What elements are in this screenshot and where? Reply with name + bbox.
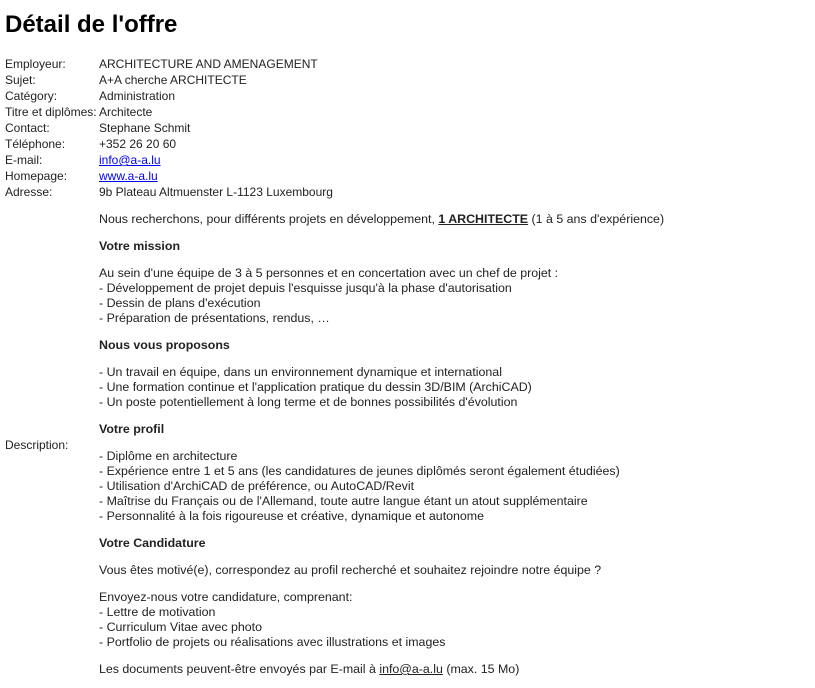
mission-heading: Votre mission	[99, 239, 181, 253]
email-row	[5, 152, 333, 168]
offer-line: - Une formation continue et l'application pratique du dessin 3D/BIM (ArchiCAD)	[99, 380, 532, 394]
application-question: Vous êtes motivé(e), correspondez au profil recherché et souhaitez rejoindre notre équipe ?	[99, 563, 602, 577]
profile-line: - Utilisation d'ArchiCAD de préférence, ou AutoCAD/Revit	[99, 479, 415, 493]
send-line: - Curriculum Vitae avec photo	[99, 620, 262, 634]
titles-row	[5, 104, 333, 120]
email-label: E-mail:	[5, 153, 43, 167]
homepage-label: Homepage:	[5, 169, 68, 183]
mission-block	[99, 266, 799, 326]
intro-text-before: Nous recherchons, pour différents projets en développement,	[99, 212, 439, 226]
profile-line: - Expérience entre 1 et 5 ans (les candidatures de jeunes diplômés seront également étudiées)	[99, 464, 620, 478]
homepage-link[interactable]: www.a-a.lu	[99, 169, 158, 183]
subject-label: Sujet:	[5, 73, 36, 87]
application-email-link[interactable]: info@a-a.lu	[379, 662, 443, 676]
address-row	[5, 184, 333, 200]
send-line: - Portfolio de projets ou réalisations avec illustrations et images	[99, 635, 446, 649]
description-intro	[99, 212, 799, 227]
final-text-after: (max. 15 Mo)	[442, 662, 520, 676]
contact-value: Stephane Schmit	[99, 121, 191, 135]
application-final-line	[99, 662, 799, 677]
subject-row	[5, 72, 333, 88]
phone-value: +352 26 20 60	[99, 137, 177, 151]
page-title: Détail de l'offre	[5, 11, 178, 38]
offer-heading: Nous vous proposons	[99, 338, 230, 352]
homepage-row	[5, 168, 333, 184]
final-text-before: Les documents peuvent-être envoyés par E-mail à	[99, 662, 380, 676]
profile-line: - Maîtrise du Français ou de l'Allemand, toute autre langue étant un atout supplémentaire	[99, 494, 588, 508]
intro-text-after: (1 à 5 ans d'expérience)	[528, 212, 665, 226]
category-row	[5, 88, 333, 104]
offer-line: - Un poste potentiellement à long terme et de bonnes possibilités d'évolution	[99, 395, 518, 409]
address-label: Adresse:	[5, 185, 53, 199]
description-label: Description:	[5, 438, 69, 452]
offer-block	[99, 365, 799, 410]
send-line: - Lettre de motivation	[99, 605, 216, 619]
mission-line: Au sein d'une équipe de 3 à 5 personnes et en concertation avec un chef de projet :	[99, 266, 559, 280]
application-send-block	[99, 590, 799, 650]
profile-line: - Personnalité à la fois rigoureuse et créative, dynamique et autonome	[99, 509, 485, 523]
profile-block	[99, 449, 799, 524]
description-body	[99, 212, 799, 677]
profile-heading: Votre profil	[99, 422, 165, 436]
address-value: 9b Plateau Altmuenster L-1123 Luxembourg	[99, 185, 333, 199]
contact-label: Contact:	[5, 121, 50, 135]
offer-line: - Un travail en équipe, dans un environnement dynamique et international	[99, 365, 502, 379]
category-label: Catégory:	[5, 89, 58, 103]
application-question-block	[99, 563, 799, 578]
profile-line: - Diplôme en architecture	[99, 449, 238, 463]
mission-line: - Préparation de présentations, rendus, …	[99, 311, 330, 325]
email-link[interactable]: info@a-a.lu	[99, 153, 161, 167]
phone-row	[5, 136, 333, 152]
phone-label: Téléphone:	[5, 137, 66, 151]
mission-line: - Dessin de plans d'exécution	[99, 296, 261, 310]
category-value: Administration	[99, 89, 176, 103]
contact-row	[5, 120, 333, 136]
employer-row	[5, 56, 333, 72]
mission-line: - Développement de projet depuis l'esquisse jusqu'à la phase d'autorisation	[99, 281, 512, 295]
offer-details	[5, 56, 333, 200]
employer-label: Employeur:	[5, 57, 66, 71]
subject-value: A+A cherche ARCHITECTE	[99, 73, 247, 87]
titles-value: Architecte	[99, 105, 153, 119]
employer-value: ARCHITECTURE AND AMENAGEMENT	[99, 57, 318, 71]
send-line: Envoyez-nous votre candidature, comprenant:	[99, 590, 353, 604]
job-title: 1 ARCHITECTE	[438, 212, 529, 226]
titles-label: Titre et diplômes:	[5, 105, 97, 119]
application-heading: Votre Candidature	[99, 536, 206, 550]
